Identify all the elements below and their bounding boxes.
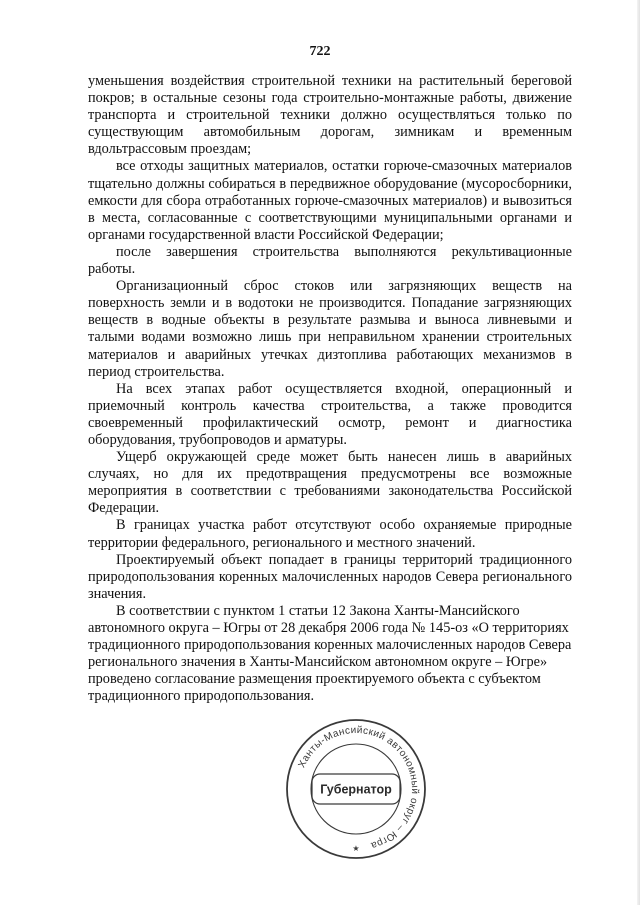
paragraph-4: Организационный сброс стоков или загрязняющих веществ на поверхность земли и в водотоки не производится. Попадание загрязняющих веществ в водные объекты в результате размыва и выноса ливневыми и талыми водами возможно лишь при неправильном хранении строительных материалов и аварийных утечках дизтоплива работающих механизмов в период строительства. bbox=[88, 278, 572, 380]
seal-star-icon: ★ bbox=[352, 844, 360, 853]
paragraph-1: уменьшения воздействия строительной техники на растительный береговой покров; в остальные сезоны года строительно-монтажные работы, движение транспорта и строительной техники должно осуществляться только по существующим автомобильным дорогам, зимникам и временным вдольтрассовым проездам; bbox=[88, 73, 572, 158]
paragraph-2: все отходы защитных материалов, остатки горюче-смазочных материалов тщательно должны собираться в передвижное оборудование (мусоросборники, емкости для сбора отработанных горюче-смазочных материалов) и вывозиться в места, согласованные с соответствующими муниципальными органами и органами государственной власти Российской Федерации; bbox=[88, 158, 572, 243]
paragraph-6: Ущерб окружающей среде может быть нанесен лишь в аварийных случаях, но для их предотвращения предусмотрены все возможные мероприятия в соответствии с требованиями законодательства Российской Федерации. bbox=[88, 449, 572, 517]
paragraph-9: В соответствии с пунктом 1 статьи 12 Закона Ханты-Мансийского автономного округа – Югры от 28 декабря 2006 года № 145-оз «О территориях традиционного природопользования коренных малочисленных народов Севера регионального значения в Ханты-Мансийском автономном округе – Югре» проведено согласование размещения проектируемого объекта с субъектом традиционного природопользования. bbox=[88, 602, 572, 705]
paragraph-7: В границах участка работ отсутствуют особо охраняемые природные территории федерального, регионального и местного значений. bbox=[88, 517, 572, 551]
paragraph-3: после завершения строительства выполняются рекультивационные работы. bbox=[88, 243, 572, 278]
seal-ring-text: Ханты-Мансийский автономный округ – Югра bbox=[296, 724, 421, 851]
document-body bbox=[88, 73, 572, 705]
governor-seal bbox=[281, 714, 431, 864]
paragraph-5: На всех этапах работ осуществляется входной, операционный и приемочный контроль качества строительства, а также проводится своевременный профилактический осмотр, ремонт и диагностика оборудования, трубопроводов и арматуры. bbox=[88, 380, 572, 448]
paragraph-8: Проектируемый объект попадает в границы территорий традиционного природопользования коренных малочисленных народов Севера регионального значения. bbox=[88, 551, 572, 602]
page-number: 722 bbox=[309, 44, 331, 59]
seal-center-text: Губернатор bbox=[320, 782, 392, 797]
